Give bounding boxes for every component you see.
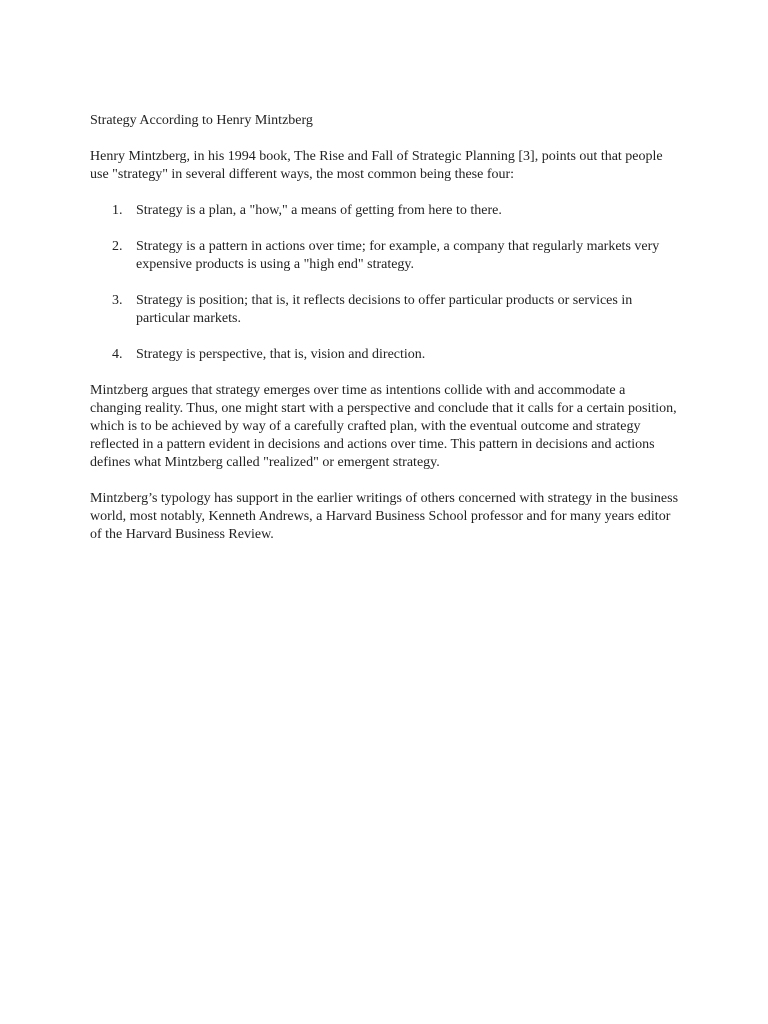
document-body xyxy=(90,112,680,562)
list-item-text: Strategy is position; that is, it reflects decisions to offer particular products or services in particular markets. xyxy=(136,293,633,326)
list-item xyxy=(90,346,680,364)
list-item-number: 2. xyxy=(112,239,123,254)
list-item xyxy=(90,292,680,328)
list-item-number: 4. xyxy=(112,347,123,362)
list-item-text: Strategy is perspective, that is, vision and direction. xyxy=(136,347,426,362)
emergent-strategy-paragraph: Mintzberg argues that strategy emerges over time as intentions collide with and accommodate a changing reality. Thus, one might start with a perspective and conclude that it calls for a certain position, which is to be achieved by way of a carefully crafted plan, with the eventual outcome and strategy reflected in a pattern evident in decisions and actions over time. This pattern in decisions and actions defines what Mintzberg called "realized" or emergent strategy. xyxy=(90,383,677,470)
list-item-number: 1. xyxy=(112,203,123,218)
list-item-text: Strategy is a pattern in actions over time; for example, a company that regularly markets very expensive products is using a "high end" strategy. xyxy=(136,239,660,272)
list-item-number: 3. xyxy=(112,293,123,308)
document-title: Strategy According to Henry Mintzberg xyxy=(90,113,313,128)
strategy-definitions-list xyxy=(90,202,680,364)
list-item-text: Strategy is a plan, a "how," a means of getting from here to there. xyxy=(136,203,502,218)
typology-paragraph: Mintzberg’s typology has support in the earlier writings of others concerned with strategy in the business world, most notably, Kenneth Andrews, a Harvard Business School professor and for many years editor of the Harvard Business Review. xyxy=(90,491,679,542)
list-item xyxy=(90,202,680,220)
list-item xyxy=(90,238,680,274)
intro-paragraph: Henry Mintzberg, in his 1994 book, The Rise and Fall of Strategic Planning [3], points out that people use "strategy" in several different ways, the most common being these four: xyxy=(90,149,663,182)
